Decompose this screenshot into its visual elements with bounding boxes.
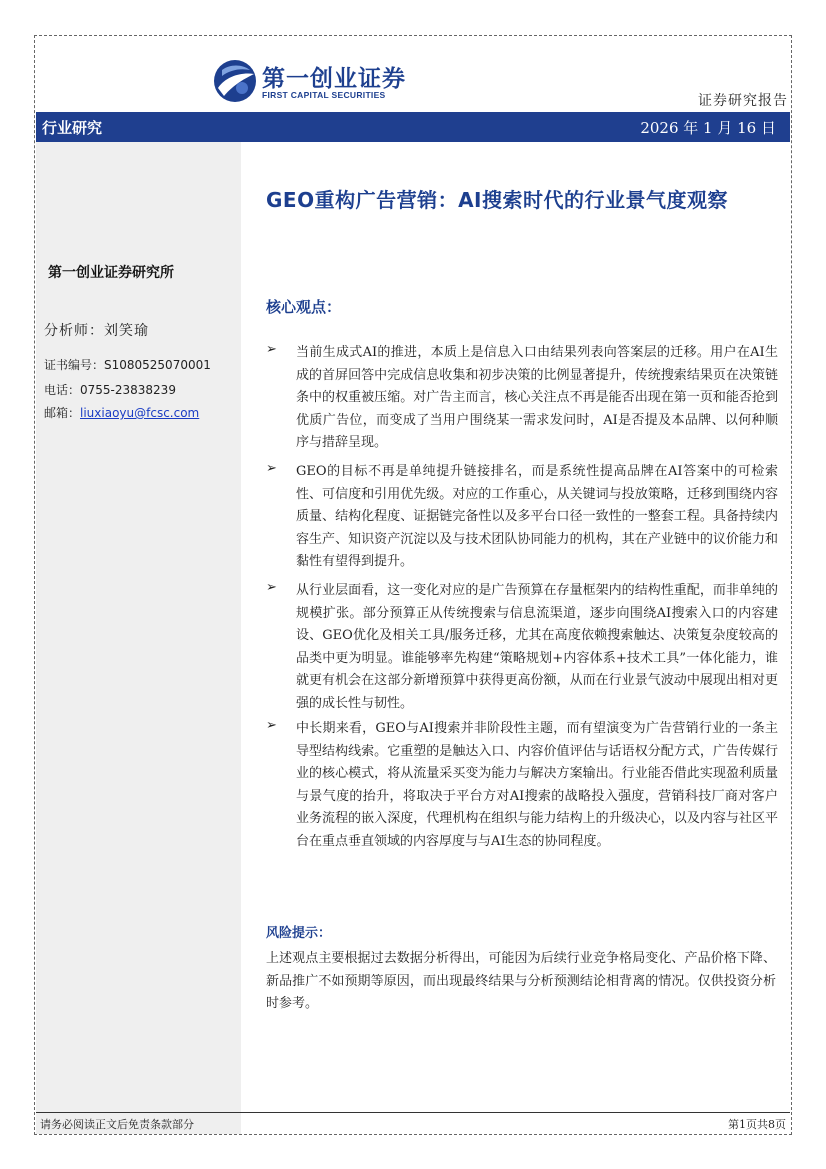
logo-text-en: FIRST CAPITAL SECURITIES xyxy=(262,90,386,100)
analyst-phone: 电话：0755-23838239 xyxy=(44,383,176,397)
footer-divider xyxy=(36,1112,790,1113)
core-point-text: 中长期来看，GEO与AI搜索并非阶段性主题，而有望演变为广告营销行业的一条主导型结构线索。它重塑的是触达入口、内容价值评估与话语权分配方式，广告传媒行业的核心模式，将从流量采买变为能力与解决方案输出。行业能否借此实现盈利质量与景气度的抬升，将取决于平台方对AI搜索的战略投入强度，营销科技厂商对客户业务流程的嵌入深度，代理机构在组织与能力结构上的升级决心，以及内容与社区平台在重点垂直领域的内容厚度与与AI生态的协同程度。 xyxy=(296,721,778,849)
email-link[interactable]: liuxiaoyu@fcsc.com xyxy=(80,406,200,420)
page-number: 第1页共8页 xyxy=(728,1118,786,1131)
risk-heading: 风险提示： xyxy=(266,926,332,941)
sidebar-panel xyxy=(36,142,241,1134)
institute-name: 第一创业证券研究所 xyxy=(48,265,174,281)
report-category: 行业研究 xyxy=(42,119,103,137)
email-label: 邮箱： xyxy=(44,406,81,420)
footer-disclaimer: 请务必阅读正文后免责条款部分 xyxy=(40,1118,194,1131)
bullet-arrow-icon: ➢ xyxy=(266,718,277,733)
core-point-text: 从行业层面看，这一变化对应的是广告预算在存量框架内的结构性重配，而非单纯的规模扩张。部分预算正从传统搜索与信息流渠道，逐步向围绕AI搜索入口的内容建设、GEO优化及相关工具/服务迁移，尤其在高度依赖搜索触达、决策复杂度较高的品类中更为明显。谁能够率先构建“策略规划+内容体系+技术工具”一体化能力，谁就更有机会在这部分新增预算中获得更高份额，从而在行业景气波动中展现出相对更强的成长性与韧性。 xyxy=(296,583,778,711)
analyst-name: 分析师：刘笑瑜 xyxy=(44,323,149,339)
bullet-arrow-icon: ➢ xyxy=(266,580,277,595)
logo-text-cn: 第一创业证券 xyxy=(262,66,406,92)
logo-globe-icon xyxy=(212,58,258,104)
header-bar xyxy=(36,112,790,142)
company-logo xyxy=(212,58,412,104)
report-type-label: 证券研究报告 xyxy=(698,93,788,109)
analyst-email-line xyxy=(44,404,199,421)
core-point-text: 当前生成式AI的推进，本质上是信息入口由结果列表向答案层的迁移。用户在AI生成的首屏回答中完成信息收集和初步决策的比例显著提升，传统搜索结果页在决策链条中的权重被压缩。对广告主而言，核心关注点不再是能否出现在第一页和能否抢到优质广告位，而变成了当用户围绕某一需求发问时，AI是否提及本品牌、以何种顺序与措辞呈现。 xyxy=(296,345,778,450)
risk-text: 上述观点主要根据过去数据分析得出，可能因为后续行业竞争格局变化、产品价格下降、新品推广不如预期等原因，而出现最终结果与分析预测结论相背离的情况。仅供投资分析时参考。 xyxy=(266,951,776,1011)
bullet-arrow-icon: ➢ xyxy=(266,342,277,357)
report-date: 2026 年 1 月 16 日 xyxy=(640,119,776,137)
core-point-text: GEO的目标不再是单纯提升链接排名，而是系统性提高品牌在AI答案中的可检索性、可信度和引用优先级。对应的工作重心，从关键词与投放策略，迁移到围绕内容质量、结构化程度、证据链完备性以及多平台口径一致性的一整套工程。具备持续内容生产、知识资产沉淀以及与技术团队协同能力的机构，其在产业链中的议价能力和黏性有望得到提升。 xyxy=(296,464,778,569)
report-title: GEO重构广告营销：AI搜索时代的行业景气度观察 xyxy=(266,188,728,212)
analyst-cert: 证书编号：S1080525070001 xyxy=(44,358,211,372)
bullet-arrow-icon: ➢ xyxy=(266,461,277,476)
core-views-heading: 核心观点： xyxy=(266,298,342,316)
